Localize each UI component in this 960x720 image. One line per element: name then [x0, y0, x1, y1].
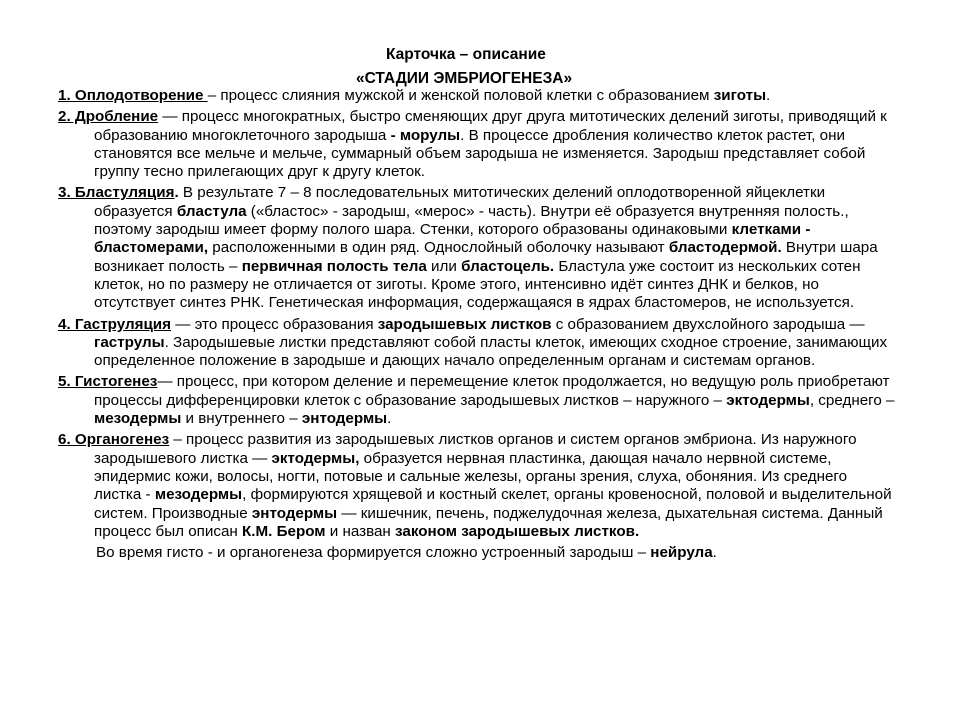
stage-fertilization	[58, 87, 898, 105]
text-part: , среднего –	[809, 391, 895, 409]
text-part: . Зародышевые листки представляют собой пласты клеток, имеющих сходное строение, занимающих определенное положение в зародыше и дающих начало определенным органам и системам органов.	[94, 333, 888, 370]
text-part: с образованием двухслойного зародыша —	[551, 315, 865, 333]
title-line-1: Карточка – описание	[386, 46, 546, 63]
term: энтодермы	[251, 504, 338, 522]
stage-text	[94, 373, 894, 427]
term: первичная полость тела	[241, 257, 427, 275]
stage-heading: 1. Оплодотворение	[58, 87, 208, 104]
term: энтодермы	[301, 410, 388, 428]
stage-heading: 3. Бластуляция	[58, 184, 175, 202]
term: бластоцель.	[461, 257, 555, 275]
term: законом зародышевых листков.	[395, 522, 640, 540]
text-part: .	[712, 544, 717, 562]
stage-text	[94, 316, 887, 370]
text-part: Во время гисто - и органогенеза формируется сложно устроенный зародыш –	[96, 544, 651, 562]
text-part: Внутри шара возникает полость –	[94, 239, 878, 275]
stage-text	[94, 184, 878, 311]
stage-heading: 6. Органогенез	[58, 431, 170, 449]
text-part: или	[426, 257, 462, 275]
stage-text	[94, 431, 892, 539]
term: зародышевых листков	[377, 315, 552, 333]
stage-gastrulation	[58, 316, 898, 371]
stage-heading: 5. Гистогенез	[58, 373, 158, 391]
term: гаструлы	[94, 333, 165, 351]
term: эктодермы,	[271, 449, 360, 467]
term: .	[174, 184, 183, 202]
text-part: и назван	[325, 522, 396, 540]
card-title	[0, 43, 960, 91]
term: зиготы	[713, 87, 767, 104]
term: бластодермой.	[668, 239, 782, 257]
term: нейрула	[650, 544, 713, 562]
text-part: . В процессе дробления количество клеток растет, они становятся все мельче и мельче, суммарный объем зародыша не изменяется. Зародыш представляет собой группу тесно прилегающих друг к другу клеток.	[94, 126, 866, 181]
stage-heading: 2. Дробление	[58, 108, 159, 126]
text-part: — процесс многократных, быстро сменяющих друг друга митотических делений зиготы, приводящий к образованию многоклеточного зародыша	[94, 108, 887, 144]
term: - морулы	[390, 126, 461, 144]
text-part: , формируются хрящевой и костный скелет, органы кровеносной, половой и выделительной систем. Производные	[94, 486, 892, 522]
stage-cleavage	[58, 108, 898, 181]
term: К.М. Бером	[242, 522, 326, 540]
term: мезодермы	[154, 486, 243, 504]
stage-histogenesis	[58, 373, 898, 428]
text-part: .	[766, 87, 771, 104]
text-part: В результате 7 – 8 последовательных митотических делений оплодотворенной яйцеклетки образуется	[94, 184, 826, 220]
stage-organogenesis	[58, 431, 898, 541]
stage-blastulation	[58, 184, 898, 312]
text-part: — кишечник, печень, поджелудочная железа, дыхательная система. Данный процесс был описан	[94, 504, 883, 540]
stage-text	[208, 87, 771, 104]
term: клетками - бластомерами,	[94, 221, 811, 257]
text-part: и внутреннего –	[181, 410, 302, 428]
text-part: Бластула уже состоит из нескольких сотен клеток, но по размеру не отличается от зиготы. Кроме этого, интенсивно идёт синтез ДНК и белков, но отсутствует синтез РНК. Генетическая информация, содержащаяся в ядрах бластомеров, не используется.	[94, 257, 861, 312]
stages-list	[58, 87, 898, 562]
text-part: .	[387, 410, 392, 428]
text-part: расположенными в один ряд. Однослойный оболочку называют	[208, 239, 669, 257]
text-part: – процесс развития из зародышевых листков органов и систем органов эмбриона. Из наружного зародышевого листка —	[94, 431, 857, 467]
term: мезодермы	[94, 410, 182, 428]
text-part: образуется нервная пластинка, дающая начало нервной системе, эпидермис кожи, волосы, ногти, потовые и сальные железы, органы зрения, слуха, обоняния. Из среднего листка -	[94, 449, 848, 504]
stage-text	[94, 108, 887, 180]
stage-heading: 4. Гаструляция	[58, 315, 171, 333]
text-part: — это процесс образования	[171, 315, 378, 333]
text-part: — процесс, при котором деление и перемещение клеток продолжается, но ведущую роль приобретают процессы дифференцировки клеток с образование зародышевых листков – наружного –	[94, 373, 890, 409]
text-part: – процесс слияния мужской и женской половой клетки с образованием	[207, 87, 714, 104]
text-part: («бластос» - зародыш, «мерос» - часть). Внутри её образуется внутренняя полость., поэтому зародыш имеет форму полого шара. Стенки, которого образованы одинаковыми	[94, 202, 849, 239]
term: бластула	[176, 202, 247, 220]
term: эктодермы	[726, 391, 810, 409]
closing-sentence	[58, 544, 898, 562]
title-line-2: «СТАДИИ ЭМБРИОГЕНЕЗА»	[356, 70, 573, 87]
